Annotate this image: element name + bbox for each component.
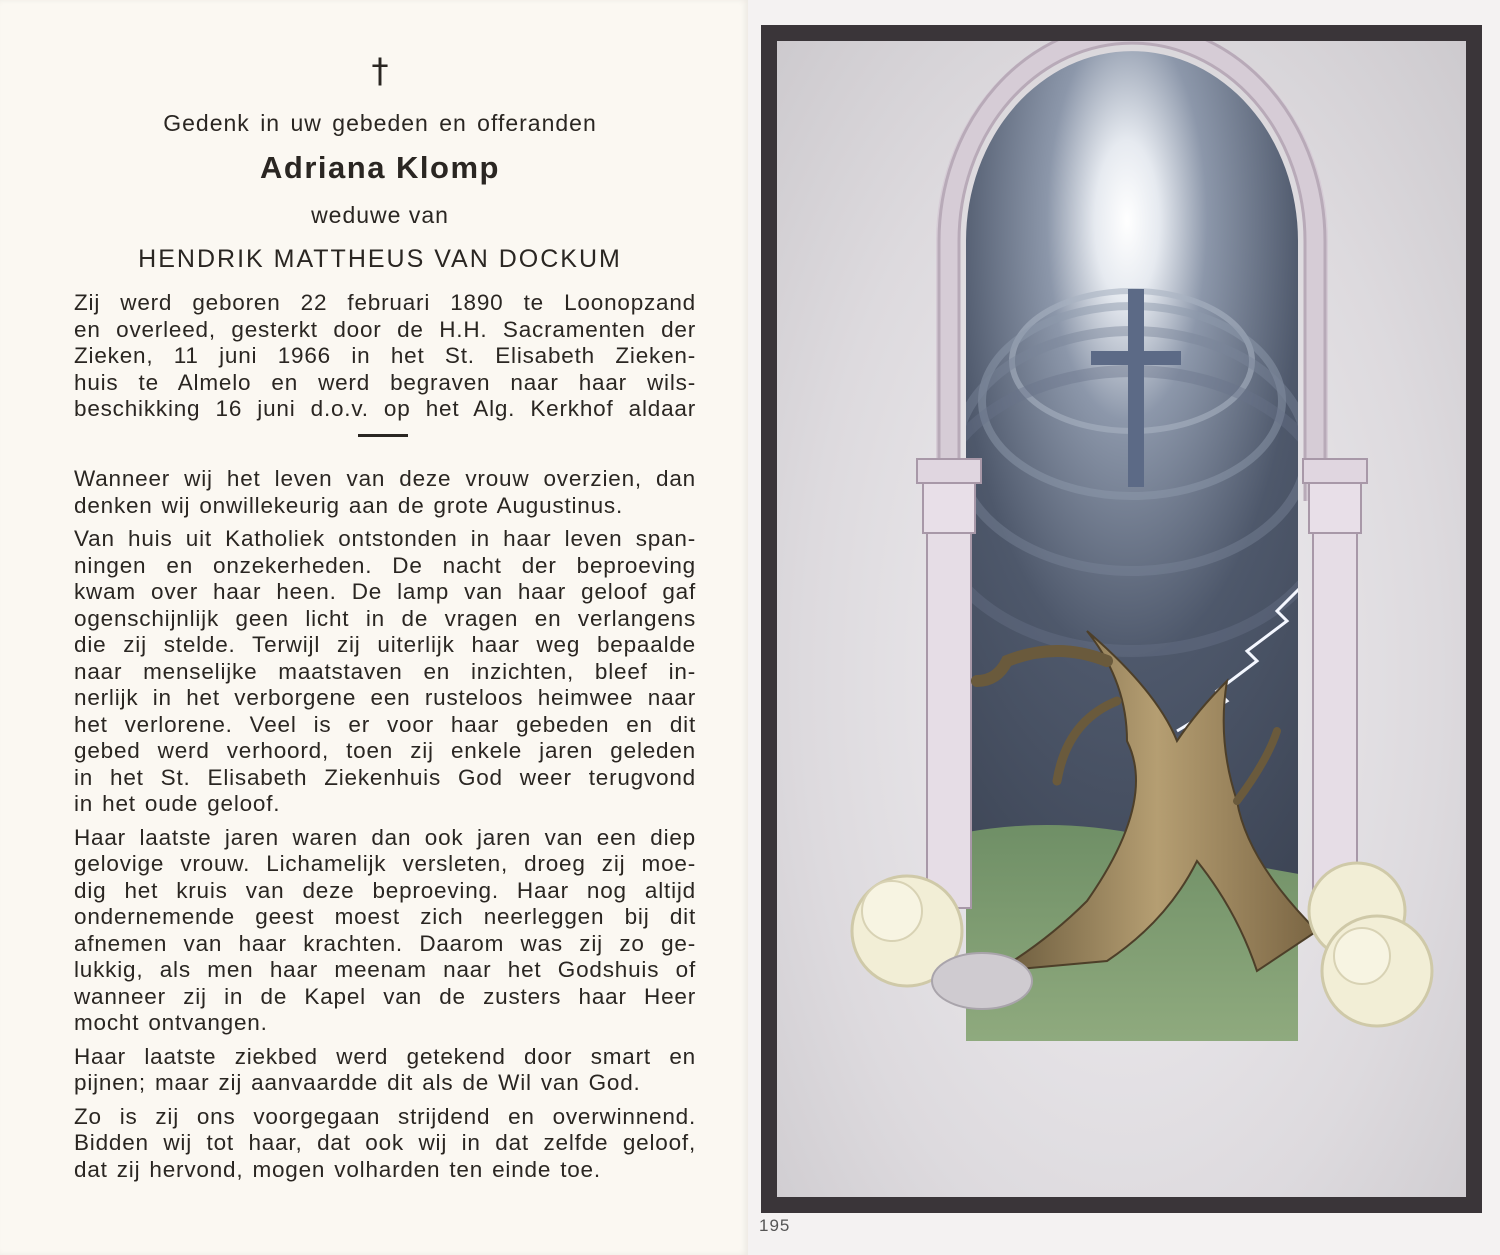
- eulogy-line: ondernemende geest moest zich neerleggen bij dit: [74, 904, 696, 929]
- bio-line: huis te Almelo en werd begraven naar haar wils-: [74, 369, 696, 395]
- bio-line: en overleed, gesterkt door de H.H. Sacramenten der: [74, 316, 696, 342]
- illustration-panel: [777, 41, 1466, 1197]
- eulogy-line: ogenschijnlijk geen licht in de vragen en verlangens: [74, 605, 696, 631]
- eulogy-line: Van huis uit Katholiek ontstonden in haar leven span-: [74, 526, 696, 551]
- husband-name: HENDRIK MATTHEUS VAN DOCKUM: [138, 245, 622, 273]
- eulogy-line: denken wij onwillekeurig aan de grote Augustinus.: [74, 492, 624, 518]
- eulogy-line: naar menselijke maatstaven en inzichten, bleef in-: [74, 658, 696, 684]
- arch-illustration: [777, 41, 1466, 1197]
- bio-line: Zieken, 11 juni 1966 in het St. Elisabeth Zieken-: [74, 343, 696, 368]
- eulogy-line: ningen en onzekerheden. De nacht der beproeving: [74, 552, 696, 578]
- bio-line: beschikking 16 juni d.o.v. op het Alg. Kerkhof aldaar: [74, 396, 696, 421]
- intro-line: Gedenk in uw gebeden en offeranden: [163, 110, 597, 136]
- eulogy-paragraph: [74, 1044, 696, 1097]
- memorial-text-page: [0, 0, 748, 1255]
- page-number: 195: [759, 1216, 791, 1235]
- eulogy-line: in het oude geloof.: [74, 791, 281, 816]
- divider-rule: [358, 434, 408, 437]
- eulogy-paragraph: [74, 1104, 696, 1184]
- eulogy-line: kwam over haar heen. De lamp van haar geloof gaf: [74, 579, 696, 604]
- eulogy-line: pijnen; maar zij aanvaardde dit als de Wil van God.: [74, 1070, 641, 1095]
- eulogy-line: Haar laatste ziekbed werd getekend door smart en: [74, 1043, 696, 1069]
- eulogy-text: [74, 466, 696, 1190]
- eulogy-line: dat zij hervond, mogen volharden ten einde toe.: [74, 1156, 601, 1182]
- eulogy-line: afnemen van haar krachten. Daarom was zij zo ge-: [74, 930, 696, 956]
- eulogy-line: in het St. Elisabeth Ziekenhuis God weer terugvond: [74, 764, 696, 790]
- eulogy-line: lukkig, als men haar meenam naar het Godshuis of: [74, 957, 696, 982]
- cross-symbol: †: [371, 51, 389, 91]
- eulogy-line: gelovige vrouw. Lichamelijk versleten, droeg zij moe-: [74, 851, 696, 876]
- eulogy-line: Wanneer wij het leven van deze vrouw overzien, dan: [74, 466, 696, 491]
- eulogy-paragraph: [74, 526, 696, 818]
- eulogy-line: mocht ontvangen.: [74, 1010, 268, 1035]
- illustration-page: [748, 0, 1500, 1255]
- eulogy-line: nerlijk in het verborgene een rusteloos heimwee naar: [74, 685, 696, 710]
- eulogy-line: Haar laatste jaren waren dan ook jaren van een diep: [74, 824, 696, 850]
- eulogy-line: dig het kruis van deze beproeving. Haar nog altijd: [74, 877, 696, 903]
- eulogy-line: wanneer zij in de Kapel van de zusters haar Heer: [74, 983, 696, 1009]
- biography-block: [74, 290, 696, 423]
- eulogy-line: gebed werd verhoord, toen zij enkele jaren geleden: [74, 738, 696, 763]
- eulogy-line: die zij stelde. Terwijl zij uiterlijk haar weg bepaalde: [74, 632, 696, 657]
- widow-of-label: weduwe van: [311, 202, 449, 228]
- bio-line: Zij werd geboren 22 februari 1890 te Loonopzand: [74, 290, 696, 315]
- eulogy-line: het verlorene. Veel is er voor haar gebeden en dit: [74, 711, 696, 737]
- eulogy-line: Bidden wij tot haar, dat ook wij in dat zelfde geloof,: [74, 1130, 696, 1155]
- deceased-name: Adriana Klomp: [260, 150, 500, 185]
- black-frame: [761, 25, 1482, 1213]
- eulogy-paragraph: [74, 466, 696, 519]
- eulogy-line: Zo is zij ons voorgegaan strijdend en overwinnend.: [74, 1103, 696, 1129]
- eulogy-paragraph: [74, 825, 696, 1037]
